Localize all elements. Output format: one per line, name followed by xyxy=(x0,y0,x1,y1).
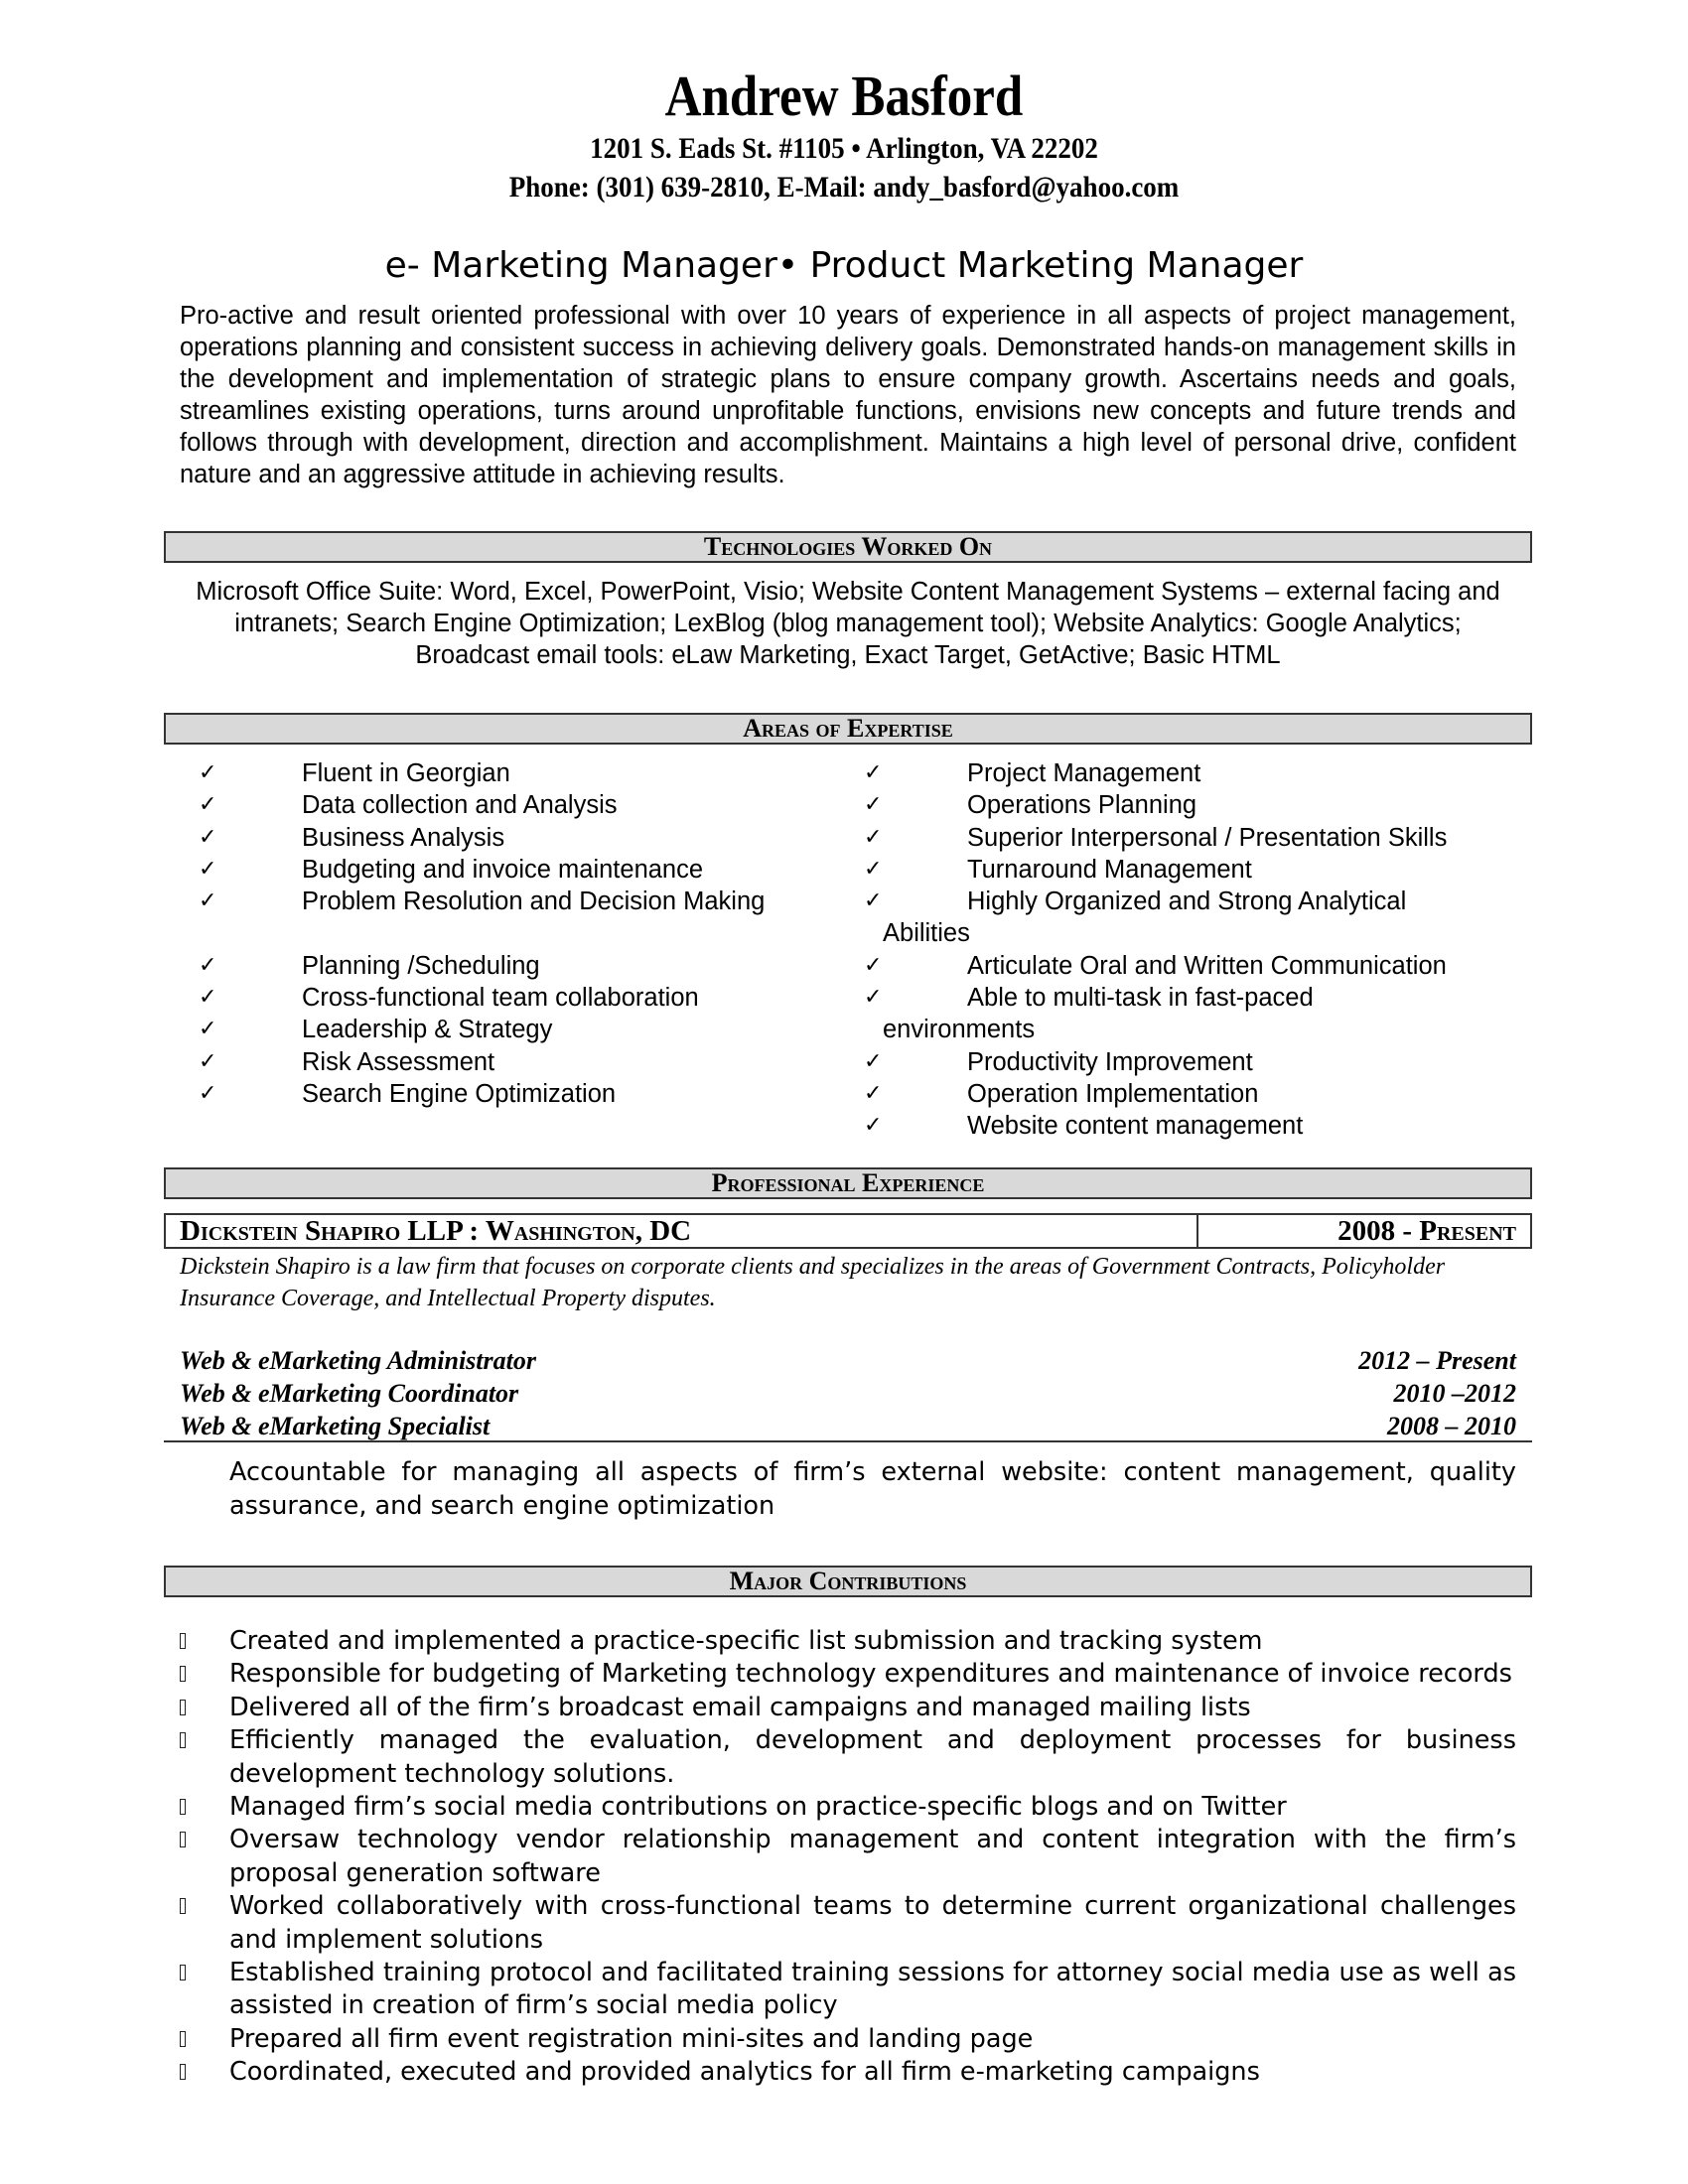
check-icon: ✓ xyxy=(199,1017,217,1042)
list-item: ✓ Project Management xyxy=(864,757,1559,789)
list-item: ✓ Articulate Oral and Written Communication xyxy=(864,950,1559,982)
list-item: ✓ Data collection and Analysis xyxy=(199,789,844,821)
list-item: ✓ Search Engine Optimization xyxy=(199,1078,844,1110)
summary: Pro-active and result oriented professional with over 10 years of experience in all aspects of project management, operations planning and consistent success in achieving delivery goals. Demonstrated hands-on management skills in the development and implementation of strategic plans to ensure company growth. Ascertains needs and goals, streamlines existing operations, turns around unprofitable functions, envisions new concepts and future trends and follows through with development, direction and accomplishment. Maintains a high level of personal drive, confident nature and an aggressive attitude in achieving results. xyxy=(180,302,1516,488)
contributions-list xyxy=(180,1625,1516,2090)
check-icon: ✓ xyxy=(199,888,217,914)
check-icon: ✓ xyxy=(864,1048,883,1074)
role-title: Web & eMarketing Coordinator xyxy=(180,1379,519,1408)
check-icon: ✓ xyxy=(199,792,217,818)
divider xyxy=(164,1440,1532,1442)
check-icon: ✓ xyxy=(864,952,883,978)
bullet-icon xyxy=(180,1666,186,1682)
check-icon: ✓ xyxy=(864,824,883,850)
bullet-icon xyxy=(180,1832,186,1847)
list-item: ✓ Risk Assessment xyxy=(199,1046,844,1078)
bullet-icon xyxy=(180,1898,186,1914)
section-header-technologies: Technologies Worked On xyxy=(164,531,1532,563)
role-row xyxy=(180,1344,1516,1377)
job-roles xyxy=(180,1344,1516,1442)
list-item: Delivered all of the firm’s broadcast email campaigns and managed mailing lists xyxy=(180,1692,1516,1724)
list-item: ✓ Budgeting and invoice maintenance xyxy=(199,854,844,886)
check-icon: ✓ xyxy=(199,824,217,850)
bullet-icon xyxy=(180,2031,186,2047)
bullet-icon xyxy=(180,2064,186,2080)
bullet-icon xyxy=(180,1799,186,1815)
list-item: ✓ Fluent in Georgian xyxy=(199,757,844,789)
bullet-icon xyxy=(180,1633,186,1649)
list-item: ✓ Problem Resolution and Decision Making xyxy=(199,886,844,917)
role-title: Web & eMarketing Specialist xyxy=(180,1412,491,1440)
contact-info: Phone: (301) 639-2810, E-Mail: andy_basford@yahoo.com xyxy=(508,171,1180,204)
check-icon: ✓ xyxy=(864,792,883,818)
list-item: ✓ Superior Interpersonal / Presentation Skills xyxy=(864,822,1559,854)
company-name: Dickstein Shapiro LLP : Washington, DC xyxy=(166,1215,1198,1247)
job-header xyxy=(164,1213,1532,1249)
list-item: Efficiently managed the evaluation, development and deployment processes for business development technology solutions. xyxy=(180,1724,1516,1791)
role-dates: 2008 – 2010 xyxy=(1387,1412,1516,1440)
check-icon: ✓ xyxy=(864,760,883,785)
list-item: Managed firm’s social media contributions on practice-specific blogs and on Twitter xyxy=(180,1791,1516,1824)
list-item: Coordinated, executed and provided analytics for all firm e-marketing campaigns xyxy=(180,2056,1516,2089)
role-row xyxy=(180,1410,1516,1442)
list-item: ✓ Operation Implementation xyxy=(864,1078,1559,1110)
headline: e- Marketing Manager• Product Marketing Manager xyxy=(384,245,1304,286)
list-item: ✓ Cross-functional team collaboration xyxy=(199,982,844,1014)
section-header-areas: Areas of Expertise xyxy=(164,713,1532,745)
check-icon: ✓ xyxy=(864,1080,883,1106)
check-icon: ✓ xyxy=(199,952,217,978)
check-icon: ✓ xyxy=(199,1080,217,1106)
company-description: Dickstein Shapiro is a law firm that focuses on corporate clients and specializes in the areas of Government Contracts, Policyholder Insurance Coverage, and Intellectual Property disputes. xyxy=(180,1254,1446,1311)
check-icon: ✓ xyxy=(864,888,883,914)
bullet-icon xyxy=(180,1965,186,1980)
check-icon: ✓ xyxy=(199,856,217,882)
role-title: Web & eMarketing Administrator xyxy=(180,1346,536,1375)
list-item: ✓ Turnaround Management xyxy=(864,854,1559,886)
areas-right-column xyxy=(864,757,1559,1143)
candidate-name: Andrew Basford xyxy=(664,64,1024,128)
list-item: ✓ Highly Organized and Strong Analytical Abilities xyxy=(864,887,1407,948)
check-icon: ✓ xyxy=(864,1113,883,1139)
list-item: ✓ Planning /Scheduling xyxy=(199,950,844,982)
role-summary: Accountable for managing all aspects of firm’s external website: content management, quality assurance, and search engine optimization xyxy=(229,1457,1516,1521)
bullet-icon xyxy=(180,1732,186,1748)
bullet-icon xyxy=(180,1700,186,1715)
list-item: ✓ Website content management xyxy=(864,1110,1559,1142)
section-header-experience: Professional Experience xyxy=(164,1167,1532,1199)
role-dates: 2010 –2012 xyxy=(1393,1379,1516,1408)
list-item: Responsible for budgeting of Marketing technology expenditures and maintenance of invoice records xyxy=(180,1658,1516,1691)
check-icon: ✓ xyxy=(199,985,217,1011)
list-item: Worked collaboratively with cross-functional teams to determine current organizational challenges and implement solutions xyxy=(180,1890,1516,1957)
role-row xyxy=(180,1377,1516,1410)
list-item: ✓ Business Analysis xyxy=(199,822,844,854)
list-item: Created and implemented a practice-specific list submission and tracking system xyxy=(180,1625,1516,1658)
list-item: ✓ Leadership & Strategy xyxy=(199,1014,844,1045)
list-item: Established training protocol and facilitated training sessions for attorney social media use as well as assisted in creation of firm’s social media policy xyxy=(180,1957,1516,2023)
list-item: Prepared all firm event registration mini-sites and landing page xyxy=(180,2023,1516,2056)
areas-left-column xyxy=(199,757,844,1110)
check-icon: ✓ xyxy=(199,760,217,785)
employment-dates: 2008 - Present xyxy=(1337,1215,1516,1247)
list-item: Oversaw technology vendor relationship management and content integration with the firm’s proposal generation software xyxy=(180,1824,1516,1890)
section-header-contributions: Major Contributions xyxy=(164,1566,1532,1597)
list-item: ✓ Able to multi-task in fast-paced environments xyxy=(864,984,1314,1044)
address: 1201 S. Eads St. #1105 • Arlington, VA 22202 xyxy=(590,132,1098,165)
technologies-text: Microsoft Office Suite: Word, Excel, PowerPoint, Visio; Website Content Management Systems – external facing and intranets; Search Engine Optimization; LexBlog (blog management tool); Website Analytics: Google Analytics; Broadcast email tools: eLaw Marketing, Exact Target, GetActive; Basic HTML xyxy=(196,578,1500,669)
check-icon: ✓ xyxy=(864,856,883,882)
check-icon: ✓ xyxy=(864,985,883,1011)
list-item: ✓ Operations Planning xyxy=(864,789,1559,821)
role-dates: 2012 – Present xyxy=(1358,1346,1516,1375)
check-icon: ✓ xyxy=(199,1048,217,1074)
list-item: ✓ Productivity Improvement xyxy=(864,1046,1559,1078)
spacer xyxy=(199,917,844,949)
